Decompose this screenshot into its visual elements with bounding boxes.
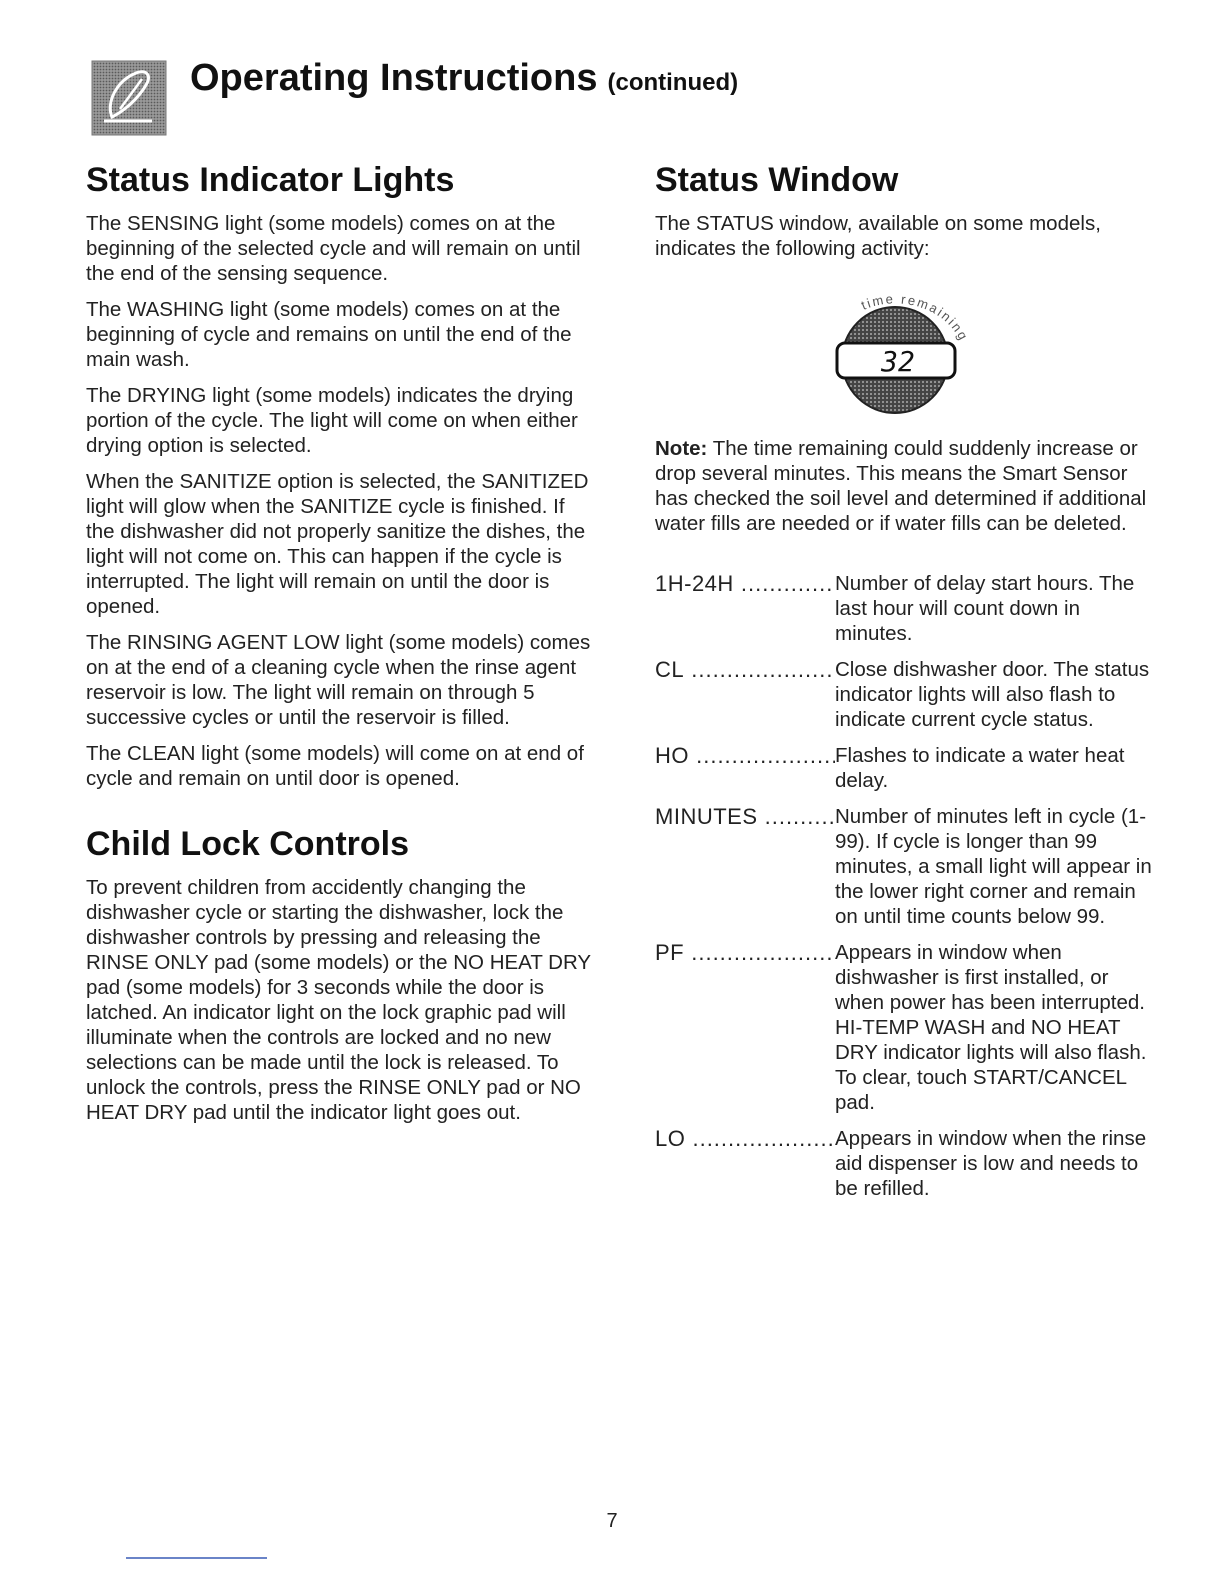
status-code-row	[655, 804, 1160, 929]
note-text: The time remaining could suddenly increase or drop several minutes. This means the Smart Sensor has checked the soil level and determined if additional water fills are needed or if water fills can be deleted.	[655, 436, 1147, 535]
right-column	[655, 160, 1160, 1212]
status-code-row	[655, 657, 1160, 732]
page-title-text: Operating Instructions	[190, 57, 598, 99]
status-code-term: CL .....	[655, 657, 835, 732]
status-window-heading: Status Window	[655, 161, 899, 199]
sanitize-light-paragraph: When the SANITIZE option is selected, the SANITIZED light will glow when the SANITIZE cycle is finished. If the dishwasher did not properly sanitize the dishes, the light will not come on. This can happen if the cycle is interrupted. The light will remain on until the door is opened.	[86, 469, 589, 618]
dishwasher-manual-icon	[90, 59, 170, 139]
status-indicator-lights-heading: Status Indicator Lights	[86, 161, 455, 199]
page-title	[190, 57, 738, 100]
status-code-term: MINUTES .....	[655, 804, 835, 929]
page-title-continued: (continued)	[607, 69, 739, 96]
drying-light-paragraph: The DRYING light (some models) indicates the drying portion of the cycle. The light will come on when either drying option is selected.	[86, 383, 578, 457]
status-code-description: Appears in window when the rinse aid dispenser is low and needs to be refilled.	[835, 1126, 1147, 1200]
status-code-term: 1H-24H .....	[655, 571, 835, 646]
status-indicator-lights-section	[86, 160, 596, 791]
status-code-row	[655, 743, 1160, 793]
status-code-term: LO .....	[655, 1126, 835, 1201]
status-code-description: Appears in window when dishwasher is first installed, or when power has been interrupted. HI-TEMP WASH and NO HEAT DRY indicator lights will also flash. To clear, touch START/CANCEL pad.	[835, 940, 1147, 1114]
status-code-description: Close dishwasher door. The status indicator lights will also flash to indicate current cycle status.	[835, 657, 1150, 731]
status-code-term: PF .....	[655, 940, 835, 1115]
status-code-term: HO .....	[655, 743, 835, 793]
left-column	[86, 160, 596, 1136]
status-code-row	[655, 571, 1160, 646]
child-lock-heading: Child Lock Controls	[86, 824, 409, 863]
status-readout-value: 32	[881, 344, 915, 378]
status-note	[655, 436, 1160, 536]
page-number: 7	[606, 1510, 618, 1532]
child-lock-paragraph: To prevent children from accidently changing the dishwasher cycle or starting the dishwasher, lock the dishwasher controls by pressing and releasing the RINSE ONLY pad (some models) or the NO HEAT DRY pad (some models) for 3 seconds while the door is latched. An indicator light on the lock graphic pad will illuminate when the controls are locked and no new selections can be made until the lock is released. To unlock the controls, press the RINSE ONLY pad or NO HEAT DRY pad until the indicator light goes out.	[86, 875, 591, 1124]
note-label: Note:	[655, 436, 708, 460]
time-remaining-arc-label: time remaining	[859, 291, 972, 344]
footer-rule	[126, 1557, 267, 1559]
clean-light-paragraph: The CLEAN light (some models) will come on at end of cycle and remain on until door is opened.	[86, 741, 584, 790]
status-code-description: Number of delay start hours. The last hour will count down in minutes.	[835, 571, 1135, 645]
status-code-description: Flashes to indicate a water heat delay.	[835, 743, 1125, 792]
status-window-graphic	[655, 272, 1160, 422]
status-code-row	[655, 1126, 1160, 1201]
page-header	[90, 55, 1090, 145]
rinse-agent-light-paragraph: The RINSING AGENT LOW light (some models) comes on at the end of a cleaning cycle when the rinse agent reservoir is low. The light will remain on through 5 successive cycles or until the reservoir is filled.	[86, 630, 591, 729]
status-code-row	[655, 940, 1160, 1115]
child-lock-section	[86, 824, 596, 1125]
status-window-intro: The STATUS window, available on some models, indicates the following activity:	[655, 211, 1101, 260]
washing-light-paragraph: The WASHING light (some models) comes on at the beginning of cycle and remains on until the end of the main wash.	[86, 297, 572, 371]
sensing-light-paragraph: The SENSING light (some models) comes on at the beginning of the selected cycle and will remain on until the end of the sensing sequence.	[86, 211, 581, 285]
status-code-list	[655, 571, 1160, 1201]
status-code-description: Number of minutes left in cycle (1-99). If cycle is longer than 99 minutes, a small light will appear in the lower right corner and remain on until time counts below 99.	[835, 804, 1152, 928]
